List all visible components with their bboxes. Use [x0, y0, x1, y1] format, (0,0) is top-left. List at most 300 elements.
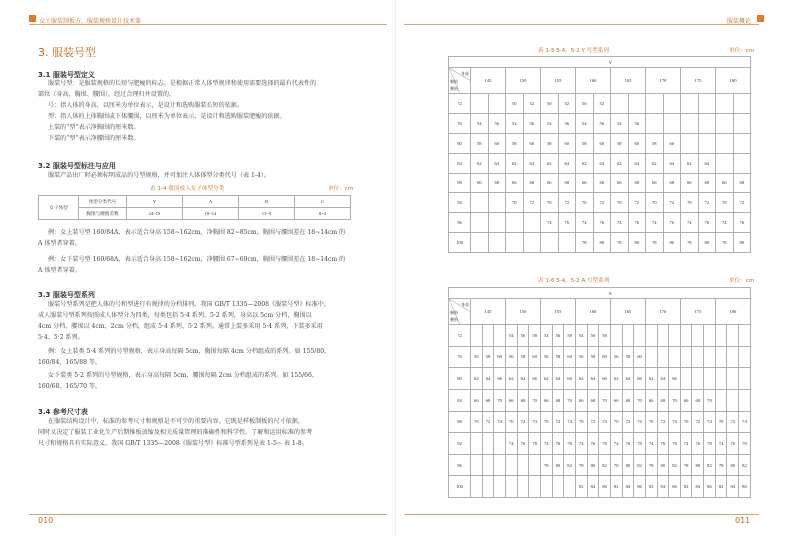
table_a-waist-cell: 62: [610, 368, 622, 390]
table_y-waist-cell: [628, 94, 646, 114]
table_a-waist-cell: 70: [494, 389, 506, 411]
table-1-5-unit: 单位：cm: [729, 48, 755, 54]
table_a-waist-cell: 82: [739, 454, 751, 476]
table_a-waist-cell: 70: [645, 411, 657, 433]
table_y-waist-cell: 72: [663, 193, 681, 213]
table_y-waist-cell: 62: [681, 153, 699, 173]
table_y-waist-cell: 70: [646, 193, 664, 213]
table_a-waist-cell: [657, 325, 669, 347]
table_a-waist-cell: 58: [587, 346, 599, 368]
table_a-waist-cell: [482, 433, 494, 455]
section-title: 3. 服装号型: [38, 46, 96, 59]
table_a-waist-cell: [471, 433, 483, 455]
table_a-waist-cell: [704, 368, 716, 390]
table_y-waist-cell: 60: [628, 133, 646, 153]
table-1-4-diff: 8~4: [295, 208, 351, 220]
table_y-waist-cell: [716, 133, 734, 153]
table_y-waist-cell: [698, 94, 716, 114]
table_a-row: [449, 476, 751, 498]
table_y-waist-cell: [488, 213, 506, 233]
table_y-waist-cell: 66: [716, 173, 734, 193]
table_a-waist-cell: 82: [704, 454, 716, 476]
table_y-waist-cell: 56: [558, 113, 576, 133]
table_a-waist-cell: 74: [564, 411, 576, 433]
table_a-waist-cell: 70: [471, 411, 483, 433]
table_y-waist-cell: [663, 94, 681, 114]
table_y-waist-cell: [646, 94, 664, 114]
s32-example-1: 例：女上装号型 160/84A，表示适合身高 158~162cm，净胸围 82~85cm，胸围与腰围差在 18~14cm 的: [48, 229, 346, 236]
table_y-waist-cell: 54: [506, 113, 524, 133]
table_a-waist-cell: [482, 454, 494, 476]
table-1-4-caption: 表 1-4 我国成人女子体型分类: [150, 186, 225, 192]
table_y-waist-cell: 68: [488, 173, 506, 193]
table-1-4-diff: 18~14: [183, 208, 239, 220]
table_y-waist-cell: 58: [576, 133, 594, 153]
table_y-waist-cell: 80: [663, 233, 681, 253]
table_y-waist-cell: 56: [523, 113, 541, 133]
table_y-waist-cell: [663, 113, 681, 133]
table_a-waist-cell: 66: [494, 368, 506, 390]
table_y-height-header: 150: [506, 68, 541, 94]
table_y-waist-cell: [506, 213, 524, 233]
s31-line-1: 服装号型：是服装规格的长短与肥瘦的标志。是根据正常人体型规律和使用需要选择的最有代表性的: [48, 80, 317, 87]
table_a-waist-cell: 74: [669, 411, 681, 433]
table_y-waist-cell: 52: [593, 94, 611, 114]
table_a-waist-cell: 70: [704, 389, 716, 411]
table_a-waist-cell: 68: [587, 389, 599, 411]
table_y-row: [449, 94, 751, 114]
table_a-row: [449, 346, 751, 368]
table_y-waist-cell: 68: [628, 173, 646, 193]
table_y-waist-cell: 58: [646, 133, 664, 153]
table_a-waist-cell: 86: [669, 476, 681, 498]
table_a-waist-cell: [704, 346, 716, 368]
table_a-waist-cell: 64: [482, 368, 494, 390]
table_y-waist-cell: 66: [646, 173, 664, 193]
subsection-3-1-title: 3.1 服装号型定义: [38, 71, 95, 79]
table_y-waist-cell: [471, 193, 489, 213]
s33-line-4: 5·4、5·2 系列。: [38, 334, 84, 341]
table_y-bust-value: 88: [449, 173, 471, 193]
table_y-waist-cell: 56: [593, 113, 611, 133]
table_y-waist-cell: 76: [733, 213, 751, 233]
table_y-bust-value: 92: [449, 193, 471, 213]
table_y-height-header: 170: [646, 68, 681, 94]
table_a-height-header: 170: [645, 299, 680, 325]
table-1-5: [448, 56, 751, 253]
table_a-waist-cell: 82: [680, 476, 692, 498]
table_y-waist-cell: 62: [506, 153, 524, 173]
table_a-waist-cell: 76: [587, 433, 599, 455]
table_y-waist-cell: 68: [558, 173, 576, 193]
table_a-waist-cell: [552, 476, 564, 498]
table_a-waist-cell: 74: [739, 411, 751, 433]
table_y-waist-cell: 72: [628, 193, 646, 213]
table_a-waist-cell: 70: [599, 389, 611, 411]
table_y-waist-cell: [733, 133, 751, 153]
table_y-waist-cell: [471, 213, 489, 233]
table_y-waist-cell: 78: [576, 233, 594, 253]
table_a-waist-cell: 58: [482, 346, 494, 368]
s34-line-3: 尺寸和规格具有实际意义。我国 GB/T 1335—2008《服装号型》标准号型系列见表 1-5~ 表 1-8。: [38, 440, 308, 447]
table_a-bust-value: 76: [449, 346, 471, 368]
table_a-waist-cell: 66: [599, 368, 611, 390]
table_y-waist-cell: 60: [523, 133, 541, 153]
table_a-waist-cell: [517, 454, 529, 476]
table_a-bust-value: 88: [449, 411, 471, 433]
table_a-waist-cell: 56: [505, 346, 517, 368]
table_y-waist-cell: 68: [663, 173, 681, 193]
table_y-bust-value: 80: [449, 133, 471, 153]
subsection-3-4-title: 3.4 参考尺寸表: [38, 408, 88, 416]
table_a-waist-cell: 70: [505, 411, 517, 433]
table_a-waist-cell: 80: [727, 454, 739, 476]
table_y-waist-cell: 70: [716, 193, 734, 213]
table_y-waist-cell: 80: [593, 233, 611, 253]
s33-line-3: 4cm 分档，腰围以 4cm、2cm 分档，组成 5·4 系列、5·2 系列。通常上装多采用 5·4 系列，下装多采用: [38, 323, 323, 330]
table_a-waist-cell: 56: [610, 346, 622, 368]
table_a-waist-cell: [471, 454, 483, 476]
s31-line-5: 上装的“型”表示净胸围的厘米数。: [48, 124, 140, 131]
table_a-corner-cell: [449, 288, 471, 299]
table_y-waist-cell: 78: [611, 233, 629, 253]
table_y-waist-cell: 66: [471, 173, 489, 193]
table_a-waist-cell: 60: [634, 346, 646, 368]
table_y-waist-cell: [716, 94, 734, 114]
diag-bust-label: 胸围: [450, 310, 458, 315]
table_a-waist-cell: 68: [657, 389, 669, 411]
table_y-waist-cell: 64: [558, 153, 576, 173]
table_a-waist-cell: 56: [587, 325, 599, 347]
table_y-waist-cell: [681, 113, 699, 133]
table_a-waist-cell: 76: [622, 433, 634, 455]
table_a-waist-cell: 64: [622, 368, 634, 390]
table-1-4-code: A: [183, 196, 239, 208]
table_a-waist-cell: 84: [692, 476, 704, 498]
s31-line-4: 型：指人体的上体胸围或下体腰围，以厘米为单位表示，是设计和选购服装肥瘦的依据。: [48, 113, 286, 120]
table_a-waist-cell: 66: [564, 368, 576, 390]
table-1-4-diff-label: 胸围与腰围差数: [79, 208, 127, 220]
table_y-waist-cell: 70: [681, 193, 699, 213]
table_a-row: [449, 368, 751, 390]
table_a-waist-cell: [727, 325, 739, 347]
table_y-waist-cell: [488, 94, 506, 114]
table_a-waist-cell: 74: [505, 433, 517, 455]
table_a-row: [449, 454, 751, 476]
table_a-waist-cell: [494, 476, 506, 498]
table_a-waist-cell: 66: [610, 389, 622, 411]
table_a-waist-cell: 66: [529, 368, 541, 390]
table_a-waist-cell: 80: [587, 454, 599, 476]
table_y-waist-cell: [471, 94, 489, 114]
table_y-waist-cell: 62: [646, 153, 664, 173]
table_y-waist-cell: 54: [541, 113, 559, 133]
table_a-bust-value: 100: [449, 476, 471, 498]
table_a-waist-cell: 78: [645, 454, 657, 476]
left-footer-rule: [29, 514, 387, 515]
table_a-waist-cell: 84: [727, 476, 739, 498]
table_y-waist-cell: 70: [506, 193, 524, 213]
table_a-waist-cell: 72: [692, 411, 704, 433]
table_a-waist-cell: 82: [669, 454, 681, 476]
table_a-waist-cell: 78: [669, 433, 681, 455]
table_a-waist-cell: 86: [739, 476, 751, 498]
table_y-waist-cell: 72: [523, 193, 541, 213]
table_y-waist-cell: 72: [698, 193, 716, 213]
table-1-4-code-label: 体型分类代号: [79, 196, 127, 208]
table_a-height-header: 145: [471, 299, 506, 325]
table_y-waist-cell: 56: [628, 113, 646, 133]
table_y-waist-cell: [488, 193, 506, 213]
table_a-waist-cell: 78: [564, 433, 576, 455]
table_a-waist-cell: [715, 325, 727, 347]
table_a-waist-cell: 74: [540, 433, 552, 455]
table-1-6-caption: 表 1-6 5·4、5·2 A 号型系列: [538, 278, 610, 284]
table_a-waist-cell: 60: [564, 346, 576, 368]
table_a-waist-cell: 82: [610, 476, 622, 498]
s31-line-3: 号：指人体的身高，以厘米为单位表示，是设计和选购服装长短的依据。: [48, 102, 243, 109]
table_a-waist-cell: 84: [587, 476, 599, 498]
table_a-waist-cell: [727, 368, 739, 390]
gutter: [395, 0, 396, 536]
table_a-waist-cell: 66: [575, 389, 587, 411]
diag-waist-label: 腰围: [450, 317, 458, 322]
table_a-waist-cell: 74: [680, 433, 692, 455]
s33-line-7: 女下装类 5·2 系列的号型规格，表示身高每隔 5cm，腰围每隔 2cm 分档组成的系列。如 155/66、: [48, 372, 318, 379]
table_y-waist-cell: 64: [663, 153, 681, 173]
table_y-waist-cell: 60: [558, 133, 576, 153]
table_a-waist-cell: 66: [471, 389, 483, 411]
table_a-waist-cell: [494, 454, 506, 476]
table_a-waist-cell: 74: [634, 411, 646, 433]
table_a-waist-cell: 62: [505, 368, 517, 390]
table-1-4-code: B: [239, 196, 295, 208]
table_a-waist-cell: 56: [471, 346, 483, 368]
table_a-waist-cell: 62: [471, 368, 483, 390]
table_y-waist-cell: 56: [488, 113, 506, 133]
table_y-waist-cell: 78: [716, 233, 734, 253]
table_y-waist-cell: 64: [488, 153, 506, 173]
table_a-height-header: 150: [505, 299, 540, 325]
table_a-diagonal-header: [449, 299, 471, 325]
table_y-waist-cell: 64: [523, 153, 541, 173]
table_y-waist-cell: 68: [593, 173, 611, 193]
left-corner-mark: [29, 15, 36, 22]
table_y-waist-cell: 58: [611, 133, 629, 153]
left-running-header: 女士服装制板方，服装规格设计技术第: [39, 18, 142, 25]
table_a-bust-value: 72: [449, 325, 471, 347]
table_y-height-header: 175: [681, 68, 716, 94]
table_a-waist-cell: 74: [704, 411, 716, 433]
table_a-waist-cell: 68: [482, 389, 494, 411]
table_a-waist-cell: [704, 325, 716, 347]
table_a-waist-cell: 58: [529, 325, 541, 347]
table_a-waist-cell: 78: [610, 454, 622, 476]
table_a-waist-cell: [715, 368, 727, 390]
table_y-height-header: 155: [541, 68, 576, 94]
table_y-height-header: 165: [611, 68, 646, 94]
table_a-waist-cell: 54: [540, 325, 552, 347]
table_a-waist-cell: 58: [564, 325, 576, 347]
table_a-waist-cell: [622, 325, 634, 347]
table_a-waist-cell: [715, 389, 727, 411]
table_a-waist-cell: 74: [599, 411, 611, 433]
table_y-waist-cell: 78: [646, 233, 664, 253]
table_a-waist-cell: [482, 325, 494, 347]
table_y-waist-cell: 76: [698, 213, 716, 233]
table_y-waist-cell: [698, 133, 716, 153]
table_a-waist-cell: [645, 325, 657, 347]
table_a-row: [449, 411, 751, 433]
s34-line-1: 在服装结构设计中，标准的参考尺寸和规格是不可少的重要内容。它既是样板制板的尺寸依据，: [48, 418, 304, 425]
table_a-waist-cell: 86: [599, 476, 611, 498]
table_a-waist-cell: 58: [599, 325, 611, 347]
table_y-waist-cell: 52: [558, 94, 576, 114]
table_a-waist-cell: 70: [715, 411, 727, 433]
table_a-waist-cell: 80: [657, 454, 669, 476]
right-corner-mark: [757, 15, 764, 22]
table_a-waist-cell: [471, 325, 483, 347]
table_y-waist-cell: 50: [541, 94, 559, 114]
table_a-waist-cell: 84: [657, 476, 669, 498]
table_a-waist-cell: 76: [727, 433, 739, 455]
table_y-waist-cell: 58: [471, 133, 489, 153]
s32-example-4: A 体型者穿着。: [38, 267, 81, 274]
table_a-waist-cell: 64: [587, 368, 599, 390]
table_a-waist-cell: [540, 476, 552, 498]
left-header-rule: [29, 24, 387, 25]
table_a-height-header: 155: [540, 299, 575, 325]
s32-example-2: A 体型者穿着。: [38, 240, 81, 247]
table_y-waist-cell: 76: [558, 213, 576, 233]
table_a-waist-cell: 56: [517, 325, 529, 347]
table_y-waist-cell: 76: [593, 213, 611, 233]
table_y-row: [449, 133, 751, 153]
table_a-waist-cell: [692, 346, 704, 368]
diag-height-label: 身高: [461, 71, 469, 76]
table-1-4: [38, 195, 351, 220]
table_y-waist-cell: [471, 233, 489, 253]
table_y-waist-cell: 66: [611, 173, 629, 193]
table_a-waist-cell: 72: [727, 411, 739, 433]
table_y-row: [449, 153, 751, 173]
table_a-waist-cell: 56: [552, 325, 564, 347]
table_a-waist-cell: 62: [645, 368, 657, 390]
table_y-waist-cell: 66: [681, 173, 699, 193]
table_a-waist-cell: 64: [657, 368, 669, 390]
table_a-type-code: A: [471, 288, 751, 299]
table_a-waist-cell: 64: [517, 368, 529, 390]
table-1-4-row-label: 女子体型: [39, 196, 79, 220]
table_a-waist-cell: 82: [564, 454, 576, 476]
table_y-waist-cell: 80: [733, 233, 751, 253]
table_a-waist-cell: 66: [634, 368, 646, 390]
table_y-height-header: 180: [716, 68, 751, 94]
s34-line-2: 同时又决定了服装工业化生产后期推板放缩及相关质量管理的准确性和科学性。了解和运用标准的参考: [38, 429, 313, 436]
table_a-waist-cell: [529, 476, 541, 498]
right-footer-rule: [404, 514, 759, 515]
table_a-height-header: 165: [610, 299, 645, 325]
table_a-bust-value: 84: [449, 389, 471, 411]
table_y-waist-cell: [733, 113, 751, 133]
table_y-bust-value: 100: [449, 233, 471, 253]
table_a-waist-cell: 74: [529, 411, 541, 433]
table-1-4-unit: 单位：cm: [328, 186, 354, 192]
table_y-waist-cell: [681, 94, 699, 114]
table_a-waist-cell: 70: [634, 389, 646, 411]
table_y-waist-cell: 80: [698, 233, 716, 253]
table_a-waist-cell: 66: [540, 389, 552, 411]
table_a-waist-cell: 70: [564, 389, 576, 411]
table_y-waist-cell: [681, 133, 699, 153]
table_y-bust-value: 76: [449, 113, 471, 133]
table_a-waist-cell: [634, 325, 646, 347]
table_a-waist-cell: 82: [715, 476, 727, 498]
table_a-waist-cell: [564, 476, 576, 498]
table_a-waist-cell: [657, 346, 669, 368]
table_a-waist-cell: 78: [739, 433, 751, 455]
table_a-waist-cell: 70: [575, 411, 587, 433]
table_a-waist-cell: 56: [575, 346, 587, 368]
right-header-rule: [404, 24, 759, 25]
table_a-waist-cell: 58: [552, 346, 564, 368]
table_y-waist-cell: 74: [716, 213, 734, 233]
table_y-waist-cell: [646, 113, 664, 133]
table_y-waist-cell: 58: [506, 133, 524, 153]
table_a-waist-cell: 62: [575, 368, 587, 390]
table_y-waist-cell: 72: [558, 193, 576, 213]
table_a-height-header: 175: [680, 299, 715, 325]
table_y-waist-cell: [716, 113, 734, 133]
table-1-4-diff: 24~19: [127, 208, 183, 220]
table_a-waist-cell: 66: [645, 389, 657, 411]
table_a-row: [449, 325, 751, 347]
table_a-waist-cell: 68: [552, 389, 564, 411]
table_a-waist-cell: 80: [552, 454, 564, 476]
table_a-waist-cell: [529, 454, 541, 476]
table_y-waist-cell: [541, 233, 559, 253]
table_a-waist-cell: 68: [517, 389, 529, 411]
table_a-row: [449, 433, 751, 455]
table_a-bust-value: 80: [449, 368, 471, 390]
table_y-waist-cell: 64: [698, 153, 716, 173]
table_a-waist-cell: 82: [599, 454, 611, 476]
diag-bust-label: 胸围: [450, 79, 458, 84]
table_y-waist-cell: 70: [611, 193, 629, 213]
table_a-waist-cell: [669, 325, 681, 347]
table_y-waist-cell: [506, 233, 524, 253]
table_a-waist-cell: [727, 346, 739, 368]
table_a-waist-cell: [739, 325, 751, 347]
table_a-waist-cell: 68: [622, 389, 634, 411]
table_a-waist-cell: 72: [517, 411, 529, 433]
table_y-waist-cell: 50: [576, 94, 594, 114]
table_a-waist-cell: [482, 476, 494, 498]
table-1-4-code: C: [295, 196, 351, 208]
table_y-waist-cell: 54: [611, 113, 629, 133]
table_a-waist-cell: 82: [645, 476, 657, 498]
table_a-waist-cell: [692, 368, 704, 390]
s31-line-6: 下装的“型”表示净腰围的厘米数。: [48, 135, 140, 142]
table_y-waist-cell: 78: [681, 233, 699, 253]
table_a-waist-cell: 76: [692, 433, 704, 455]
table_y-row: [449, 233, 751, 253]
table_y-waist-cell: 60: [663, 133, 681, 153]
table_y-waist-cell: 72: [593, 193, 611, 213]
table_a-waist-cell: 74: [610, 433, 622, 455]
table_a-waist-cell: 72: [552, 411, 564, 433]
table_a-waist-cell: 54: [505, 325, 517, 347]
